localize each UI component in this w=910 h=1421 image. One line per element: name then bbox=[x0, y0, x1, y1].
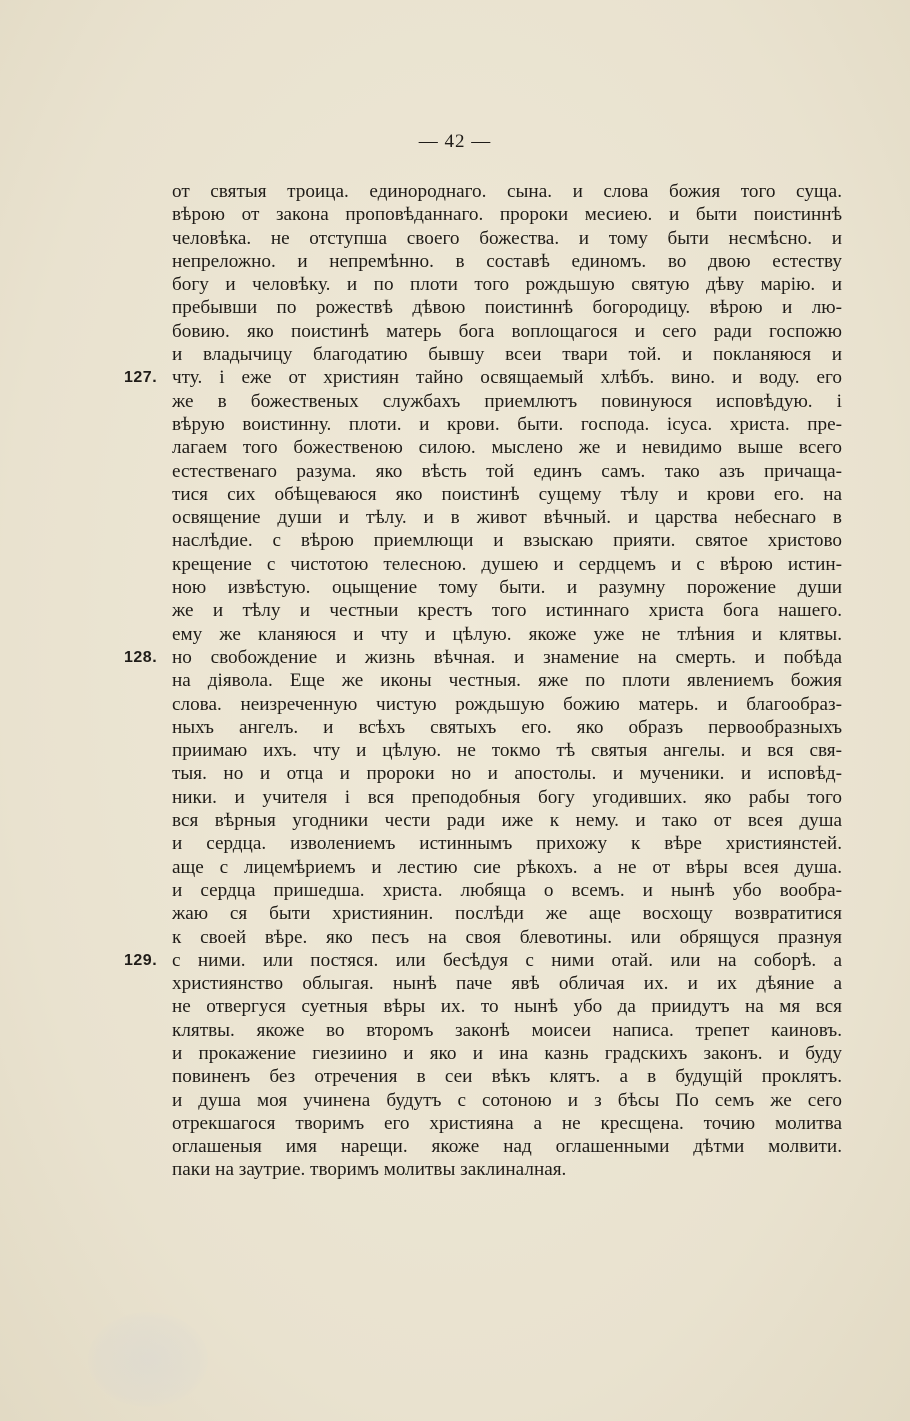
text-line bbox=[172, 1042, 842, 1065]
text-line-content: наслѣдие. с вѣрою приемлющи и взыскаю прияти. святое христово bbox=[172, 530, 842, 552]
text-line bbox=[172, 413, 842, 436]
text-line-content: аще с лицемѣриемъ и лестию сие рѣкохъ. а не от вѣры всея душа. bbox=[172, 856, 842, 878]
text-line bbox=[172, 1019, 842, 1042]
text-line-content: к своей вѣре. яко песъ на своя блевотины. или обрящуся празнуя bbox=[172, 926, 842, 948]
text-line-content: же и тѣлу и честныи крестъ того истиннаго христа бога нашего. bbox=[172, 600, 842, 622]
text-line bbox=[172, 762, 842, 785]
text-line bbox=[172, 693, 842, 716]
text-line bbox=[172, 669, 842, 692]
text-line-content: от святыя троица. единороднаго. сына. и слова божия того суща. bbox=[172, 181, 842, 202]
text-line bbox=[172, 506, 842, 529]
text-line bbox=[172, 926, 842, 949]
text-line-content: и сердца. изволениемъ истиннымъ прихожу к вѣре християнстей. bbox=[172, 833, 842, 855]
text-line bbox=[124, 949, 842, 972]
text-line bbox=[172, 856, 842, 879]
text-line bbox=[172, 995, 842, 1018]
text-line bbox=[172, 296, 842, 319]
text-line-content: ною извѣстую. оцыщение тому быти. и разумну порожение души bbox=[172, 577, 842, 599]
text-line bbox=[172, 576, 842, 599]
text-line-content: ники. и учителя i вся преподобныя богу угодивших. яко рабы того bbox=[172, 786, 842, 808]
text-line-content: слова. неизреченную чистую рождьшую божию матерь. и благообраз- bbox=[172, 693, 842, 715]
text-line-content: и прокажение гиезиино и яко и ина казнь градскихъ законъ. и буду bbox=[172, 1042, 842, 1064]
library-stamp bbox=[88, 1312, 208, 1407]
text-line-content: непреложно. и непремѣнно. в составѣ единомъ. во двою естеству bbox=[172, 250, 842, 272]
text-line bbox=[172, 1158, 842, 1181]
text-line bbox=[172, 902, 842, 925]
text-line-content: бовию. яко поистинѣ матерь бога воплощагося и сего ради госпожю bbox=[172, 320, 842, 342]
text-line-content: тыя. но и отца и пророки но и апостолы. и мученики. и исповѣд- bbox=[172, 763, 842, 785]
text-line-content: жаю ся быти християнин. послѣди же аще восхощу возвратитися bbox=[172, 903, 842, 925]
text-line bbox=[172, 529, 842, 552]
text-line-content: отрекшагося творимъ его християна а не кресщена. точию молитва bbox=[172, 1112, 842, 1134]
page-number: — 42 — bbox=[418, 131, 492, 152]
text-line-content: паки на заутрие. творимъ молитвы заклиналная. bbox=[172, 1159, 567, 1181]
text-line-content: пребывши по рожествѣ дѣвою поистиннѣ богородицу. вѣрою и лю- bbox=[172, 297, 842, 319]
text-line bbox=[172, 599, 842, 622]
text-line-content: и владычицу благодатию бывшу всеи твари той. и покланяюся и bbox=[172, 344, 842, 366]
text-line bbox=[172, 180, 842, 203]
text-line-content: оглашеныя имя нарещи. якоже над оглашенными дѣтми молвити. bbox=[172, 1136, 842, 1158]
text-line bbox=[172, 1135, 842, 1158]
text-line-content: и сердца пришедша. христа. любяща о всемъ. и нынѣ убо вообра- bbox=[172, 879, 842, 901]
text-line-content: клятвы. якоже во второмъ законѣ моисеи написа. трепет каиновъ. bbox=[172, 1019, 842, 1041]
text-line bbox=[124, 366, 842, 389]
text-line bbox=[172, 343, 842, 366]
text-line-content: естественаго разума. яко вѣсть той единъ самъ. тако азъ причаща- bbox=[172, 460, 842, 482]
text-line bbox=[172, 972, 842, 995]
text-line-content: повиненъ без отречения в сеи вѣкъ клятъ. а в будущiй проклятъ. bbox=[172, 1066, 842, 1088]
text-line-content: вѣрою от закона проповѣданнаго. пророки месиею. и быти поистиннѣ bbox=[172, 204, 842, 226]
text-line bbox=[172, 273, 842, 296]
text-line bbox=[172, 1112, 842, 1135]
text-line bbox=[172, 390, 842, 413]
text-line-content: же в божественых службахъ приемлютъ повинуюся исповѣдую. i bbox=[172, 390, 842, 412]
text-line-content: на дiявола. Еще же иконы честныя. яже по плоти явлениемъ божия bbox=[172, 670, 842, 692]
text-body bbox=[124, 180, 842, 1182]
margin-number: 129. bbox=[124, 951, 158, 969]
text-line bbox=[172, 623, 842, 646]
margin-number: 128. bbox=[124, 648, 158, 666]
text-line-content: человѣка. не отступша своего божества. и тому быти несмѣсно. и bbox=[172, 227, 842, 249]
text-line-content: тися сих обѣщеваюся яко поистинѣ сущему тѣлу и крови его. на bbox=[172, 483, 842, 505]
text-line bbox=[172, 436, 842, 459]
text-line bbox=[172, 716, 842, 739]
text-line bbox=[172, 460, 842, 483]
text-line bbox=[172, 786, 842, 809]
text-line-content: приимаю ихъ. чту и цѣлую. не токмо тѣ святыя ангелы. и вся свя- bbox=[172, 740, 842, 762]
text-line bbox=[172, 1089, 842, 1112]
text-line bbox=[172, 320, 842, 343]
text-line-content: вся вѣрныя угодники чести ради иже к нему. и тако от всея душа bbox=[172, 810, 842, 832]
text-line-content: чту. i еже от християн тайно освящаемый хлѣбъ. вино. и воду. его bbox=[172, 367, 842, 389]
text-line bbox=[172, 250, 842, 273]
text-line-content: вѣрую воистинну. плоти. и крови. быти. господа. iсуса. христа. пре- bbox=[172, 413, 842, 435]
text-line-content: с ними. или постяся. или бесѣдуя с ними отай. или на соборѣ. а bbox=[172, 949, 842, 971]
text-line bbox=[172, 1065, 842, 1088]
text-line-content: лагаем того божественою силою. мыслено же и невидимо выше всего bbox=[172, 437, 842, 459]
text-line-content: освящение души и тѣлу. и в живот вѣчный. и царства небеснаго в bbox=[172, 507, 842, 529]
text-line-content: не отвергуся суетныя вѣры их. то нынѣ убо да приидутъ на мя вся bbox=[172, 996, 842, 1018]
text-line bbox=[172, 809, 842, 832]
text-line bbox=[172, 832, 842, 855]
text-line bbox=[172, 739, 842, 762]
text-line-content: богу и человѣку. и по плоти того рождьшую святую дѣву марiю. и bbox=[172, 274, 842, 296]
text-line bbox=[124, 646, 842, 669]
text-line-content: ныхъ ангелъ. и всѣхъ святыхъ его. яко образъ первообразныхъ bbox=[172, 716, 842, 738]
text-line-content: и душа моя учинена будутъ с сотоною и з бѣсы По семъ же сего bbox=[172, 1089, 842, 1111]
text-line bbox=[172, 553, 842, 576]
text-line-content: ему же кланяюся и чту и цѣлую. якоже уже не тлѣния и клятвы. bbox=[172, 623, 842, 645]
text-line bbox=[172, 879, 842, 902]
margin-number: 127. bbox=[124, 369, 158, 387]
text-line-content: крещение с чистотою телесною. душею и сердцемъ и с вѣрою истин- bbox=[172, 553, 842, 575]
text-line-content: но свобождение и жизнь вѣчная. и знамение на смерть. и побѣда bbox=[172, 646, 842, 668]
text-line bbox=[172, 203, 842, 226]
text-line-content: християнство облыгая. нынѣ паче явѣ обличая их. и их дѣяние а bbox=[172, 973, 842, 995]
text-line bbox=[172, 227, 842, 250]
text-line bbox=[172, 483, 842, 506]
